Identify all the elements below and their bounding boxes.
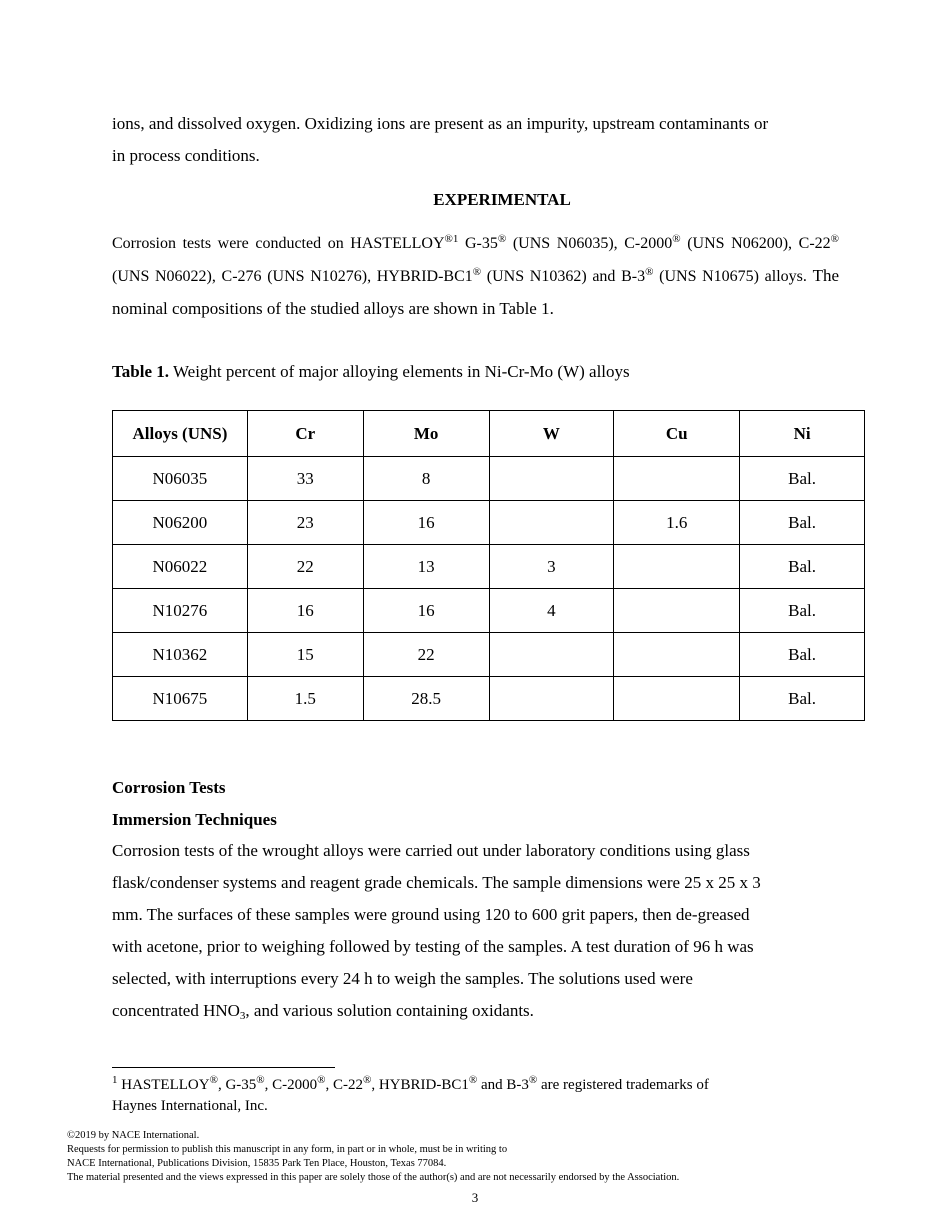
cell-mo: 16	[363, 501, 489, 545]
exp-text-4: (UNS N06200), C-22	[680, 235, 831, 252]
cell-mo: 13	[363, 545, 489, 589]
footnote-text-f: and B-3	[477, 1077, 529, 1093]
cell-cr: 22	[247, 545, 363, 589]
footnote-text-a: HASTELLOY	[117, 1077, 210, 1093]
table-row	[113, 501, 865, 545]
cell-mo: 22	[363, 633, 489, 677]
hno3-subscript: 3	[239, 1010, 246, 1022]
cell-cu	[614, 677, 740, 721]
copyright-block	[67, 1129, 679, 1185]
header-ni: Ni	[740, 411, 865, 457]
exp-text-2: G-35	[458, 235, 498, 252]
footnote-text-g: are registered trademarks of	[537, 1077, 709, 1093]
copyright-line-3: NACE International, Publications Division, 15835 Park Ten Place, Houston, Texas 77084.	[67, 1158, 447, 1169]
cell-ni: Bal.	[740, 457, 865, 501]
table-row	[113, 457, 865, 501]
exp-text-5: (UNS N06022), C-276 (UNS N10276), HYBRID-BC1	[112, 268, 473, 285]
immersion-line-6-a: concentrated HNO	[112, 1001, 240, 1020]
immersion-line-3: mm. The surfaces of these samples were ground using 120 to 600 grit papers, then de-greased	[112, 905, 750, 924]
cell-alloy: N06200	[113, 501, 248, 545]
cell-cr: 15	[247, 633, 363, 677]
footnote-text-e: , HYBRID-BC1	[371, 1077, 469, 1093]
cell-cu	[614, 457, 740, 501]
cell-mo: 8	[363, 457, 489, 501]
footnote	[112, 1075, 842, 1117]
cell-mo: 28.5	[363, 677, 489, 721]
table-header-row	[113, 411, 865, 457]
experimental-paragraph	[112, 228, 839, 326]
exp-reg-4: ®	[830, 233, 840, 245]
experimental-heading: EXPERIMENTAL	[433, 190, 571, 209]
cell-w	[489, 457, 614, 501]
intro-line-2: in process conditions.	[112, 146, 260, 165]
immersion-line-5: selected, with interruptions every 24 h to weigh the samples. The solutions used were	[112, 969, 693, 988]
table-row	[113, 677, 865, 721]
cell-mo: 16	[363, 589, 489, 633]
cell-ni: Bal.	[740, 545, 865, 589]
cell-ni: Bal.	[740, 633, 865, 677]
exp-reg-6: ®	[645, 266, 654, 278]
immersion-line-6	[112, 995, 842, 1027]
cell-w: 3	[489, 545, 614, 589]
cell-alloy: N10675	[113, 677, 248, 721]
footnote-text-c: , C-2000	[264, 1077, 318, 1093]
immersion-line-6-b: , and various solution containing oxidants.	[245, 1001, 534, 1020]
exp-text-7: (UNS N10675) alloys.	[653, 268, 807, 285]
cell-alloy: N06035	[113, 457, 248, 501]
alloy-composition-table	[112, 410, 865, 721]
cell-ni: Bal.	[740, 677, 865, 721]
footnote-reg-3: ®	[317, 1074, 326, 1086]
exp-reg-1: ®1	[444, 233, 459, 245]
footnote-rule	[112, 1067, 335, 1068]
table-row	[113, 589, 865, 633]
footnote-reg-5: ®	[468, 1074, 478, 1086]
footnote-mark: 1	[112, 1074, 118, 1086]
intro-paragraph	[112, 108, 842, 172]
copyright-line-1: ©2019 by NACE International.	[67, 1130, 200, 1141]
exp-text-6: (UNS N10362) and B-3	[481, 268, 646, 285]
copyright-line-4: The material presented and the views expressed in this paper are solely those of the author(s) and are not necessarily endorsed by the Association.	[67, 1172, 680, 1183]
footnote-reg-6: ®	[528, 1074, 538, 1086]
cell-w	[489, 501, 614, 545]
exp-reg-3: ®	[672, 233, 681, 245]
header-alloys: Alloys (UNS)	[113, 411, 248, 457]
table-caption-label: Table 1.	[112, 362, 170, 381]
header-mo: Mo	[363, 411, 489, 457]
cell-cu	[614, 633, 740, 677]
immersion-line-4: with acetone, prior to weighing followed by testing of the samples. A test duration of 96 h was	[112, 937, 754, 956]
table-caption	[112, 360, 630, 384]
footnote-line-2: Haynes International, Inc.	[112, 1098, 268, 1114]
cell-cr: 1.5	[247, 677, 363, 721]
footnote-text-d: , C-22	[325, 1077, 363, 1093]
footnote-line-1	[112, 1075, 842, 1096]
immersion-techniques-heading: Immersion Techniques	[112, 810, 277, 829]
cell-w: 4	[489, 589, 614, 633]
table-row	[113, 633, 865, 677]
cell-ni: Bal.	[740, 589, 865, 633]
cell-cr: 16	[247, 589, 363, 633]
cell-cu	[614, 545, 740, 589]
footnote-reg-2: ®	[256, 1074, 265, 1086]
cell-w	[489, 677, 614, 721]
cell-cr: 33	[247, 457, 363, 501]
page-number: 3	[471, 1190, 479, 1205]
header-cu: Cu	[614, 411, 740, 457]
cell-cr: 23	[247, 501, 363, 545]
immersion-line-1: Corrosion tests of the wrought alloys were carried out under laboratory conditions using glass	[112, 841, 750, 860]
exp-reg-2: ®	[497, 233, 507, 245]
table-caption-text: Weight percent of major alloying elements in Ni-Cr-Mo (W) alloys	[169, 362, 630, 381]
footnote-reg-4: ®	[362, 1074, 372, 1086]
intro-line-1: ions, and dissolved oxygen. Oxidizing ions are present as an impurity, upstream contaminants or	[112, 114, 769, 133]
footnote-text-b: , G-35	[217, 1077, 257, 1093]
cell-alloy: N10362	[113, 633, 248, 677]
cell-cu	[614, 589, 740, 633]
exp-text-3: (UNS N06035), C-2000	[506, 235, 673, 252]
cell-alloy: N06022	[113, 545, 248, 589]
cell-ni: Bal.	[740, 501, 865, 545]
exp-text-1: Corrosion tests were conducted on HASTELLOY	[112, 235, 445, 252]
immersion-paragraph	[112, 835, 842, 1027]
table-row	[113, 545, 865, 589]
immersion-line-2: flask/condenser systems and reagent grade chemicals. The sample dimensions were 25 x 25 x 3	[112, 873, 761, 892]
cell-alloy: N10276	[113, 589, 248, 633]
copyright-line-2: Requests for permission to publish this manuscript in any form, in part or in whole, must be in writing to	[67, 1144, 508, 1155]
header-cr: Cr	[247, 411, 363, 457]
header-w: W	[489, 411, 614, 457]
exp-text-8: The nominal compositions of the studied alloys are shown in Table 1.	[112, 266, 840, 318]
corrosion-tests-heading: Corrosion Tests	[112, 778, 226, 797]
cell-w	[489, 633, 614, 677]
footnote-reg-1: ®	[209, 1074, 218, 1086]
exp-reg-5: ®	[472, 266, 482, 278]
cell-cu: 1.6	[614, 501, 740, 545]
